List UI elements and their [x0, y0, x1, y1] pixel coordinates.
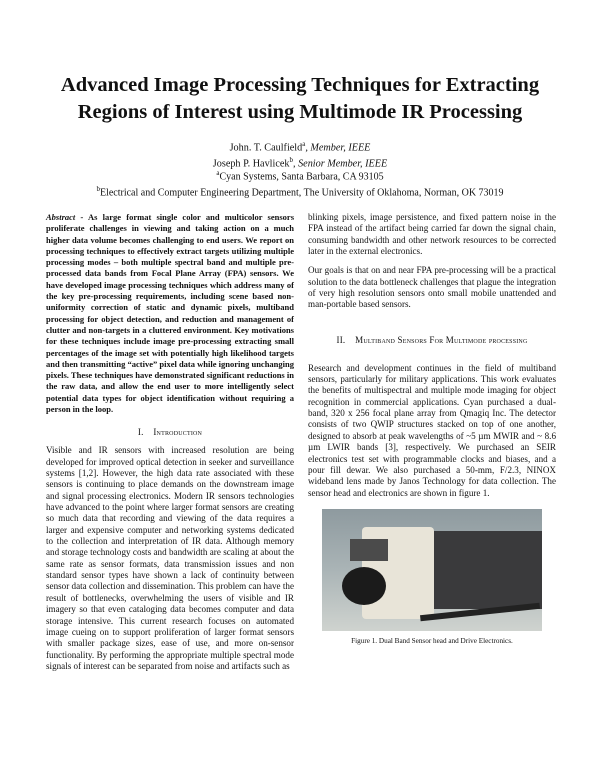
lens — [342, 567, 386, 605]
abstract-text: As large format single color and multicolor sensors proliferate challenges in viewing and taking action on a much higher data volume becomes challenging to end users. We report on processing techniques to effectively extract targets utilizing multiple processing modes – both multiple spectral band and multiple pre-processed data bands from Focal Plane Array (FPA) sensors. We have developed image processing techniques which address many of the key pre-processing requirements, including scene based non-uniformity correction of static and dynamic pixels, multiband processing for object detection, and reduction and management of clutter and non-targets in a cluttered environment. Key motivations for these techniques include image pre-processing extracting small percentages of the image set with potentially high likelihood targets and then transmitting “active” pixel data while ignoring unchanging pixels. These techniques have demonstrated significant reductions in the raw data, and allow the end user to more intelligently select potential data types for object identification without requiring a person in the loop. — [46, 212, 294, 415]
right-paragraph-1: blinking pixels, image persistence, and fixed pattern noise in the FPA instead of the artifact being carried far down the signal chain, consuming bandwidth and other network resources to be corrected later in the external electronics. — [308, 212, 556, 257]
author-2: Joseph P. Havlicek$^b$, Senior Member, IEEE — [212, 156, 388, 170]
drive-electronics-box — [430, 531, 542, 609]
right-paragraph-2: Our goals is that on and near FPA pre-processing will be a practical solution to the data bottleneck challenges that plague the integration of very high resolution sensors onto small mobile unattended and man-portable based sensors. — [308, 265, 556, 310]
abstract — [46, 212, 294, 415]
figure-1-caption: Figure 1. Dual Band Sensor head and Drive Electronics. — [351, 636, 513, 645]
section-2-paragraph: Research and development continues in the field of multiband sensors, particularly for military applications. This work evaluates the benefits of multispectral and multiple mode imaging for object recognition in commercial applications. Cyan purchased a dual-band, 320 x 256 focal plane array from Qmagiq Inc. The detector consists of two QWIP structures stacked on top of one another, designed to absorb at peak wavelengths of ~5 µm MWIR and ~ 8.6 µm LWIR bands [3], respectively. We purchased an SEIR electronics test set with programmable clocks and biases, and a pour fill dewar. We also purchased a 50-mm, F/2.3, NINOX wideband lens made by Janos Technology for data collection. The sensor head and electronics are shown in figure 1. — [308, 362, 556, 498]
section-1-paragraph: Visible and IR sensors with increased resolution are being developed for improved optical detection in seeker and surveillance systems [1,2]. However, the high data rate associated with these sensors is continuing to place demands on the downstream image and signal processing electronics. Modern IR sensors technologies have advanced to the point where larger format sensors are creating so much data that recording and viewing of the data requires a larger and expensive computer and networking systems dedicated to the collection and interpretation of IR data. Although memory and storage technology costs and bandwidth are scaling at about the same rate as sensor formats, data transmission issues and non standard sensor types have shown a lack of continuity between sensor data collection and dissemination. This problem can have the result of bottlenecks, overwhelming the users of visible and IR imagery so that even cataloging data becomes computer and data storage intensive. This current research focuses on automated image cueing on to support proliferation of larger format sensors with smaller package sizes, ease of use, and more on-sensor functionality. By performing the appropriate multiple spectral mode signals of interest can be separated from noise and artifacts such as — [46, 445, 294, 671]
control-panel — [350, 539, 388, 561]
abstract-lead: Abstract - — [46, 212, 84, 222]
section-1-heading: I. Introduction — [137, 427, 203, 438]
figure-1-image — [322, 509, 542, 631]
author-list — [40, 138, 560, 171]
affiliation-1: $^a$Cyan Systems, Santa Barbara, CA 93105 — [216, 169, 384, 183]
author-1: John. T. Caulfield$^a$, Member, IEEE — [229, 140, 371, 154]
affiliation-list — [40, 167, 560, 200]
affiliation-2: $^b$Electrical and Computer Engineering Department, The University of Oklahoma, Norman, OK 73019 — [96, 185, 504, 199]
left-column — [46, 212, 294, 672]
paper-title: Advanced Image Processing Techniques for Extracting Regions of Interest using Multimode IR Processing — [60, 74, 540, 123]
section-2-heading: II. Multiband Sensors For Multimode processing — [336, 334, 528, 345]
right-column — [308, 212, 556, 645]
